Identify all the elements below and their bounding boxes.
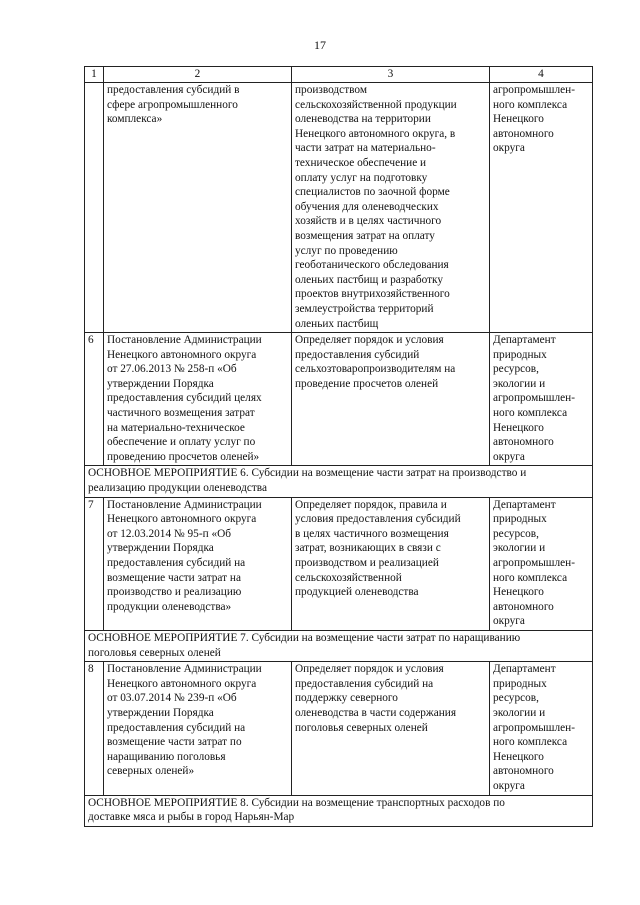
row-number-cell: [85, 83, 104, 333]
header-col-4: 4: [490, 67, 593, 83]
document-cell: предоставления субсидий в сфере агропромышленного комплекса»: [104, 83, 292, 333]
table-row-8: [85, 662, 593, 795]
header-col-2: 2: [104, 67, 292, 83]
measure-8-row: [85, 795, 593, 826]
document-cell: Постановление Администрации Ненецкого автономного округа от 12.03.2014 № 95-п «Об утверждении Порядка предоставления субсидий на возмещение части затрат на производство и реализацию продукции оленеводства»: [104, 497, 292, 630]
row-number-cell: 6: [85, 333, 104, 466]
table-row-continued: [85, 83, 593, 333]
table-row-6: [85, 333, 593, 466]
document-cell: Постановление Администрации Ненецкого автономного округа от 27.06.2013 № 258-п «Об утверждении Порядка предоставления субсидий целях частичного возмещения затрат на материально-техническое обеспечение и оплату услуг по проведению просчетов оленей»: [104, 333, 292, 466]
measure-7-row: [85, 630, 593, 661]
table-row-7: [85, 497, 593, 630]
table-header-row: [85, 67, 593, 83]
row-number-cell: 8: [85, 662, 104, 795]
responsible-cell: Департамент природных ресурсов, экологии и агропромышлен- ного комплекса Ненецкого автономного округа: [490, 333, 593, 466]
responsible-cell: агропромышлен- ного комплекса Ненецкого автономного округа: [490, 83, 593, 333]
responsible-cell: Департамент природных ресурсов, экологии и агропромышлен- ного комплекса Ненецкого автономного округа: [490, 662, 593, 795]
page-number: 17: [314, 38, 326, 52]
header-col-3: 3: [292, 67, 490, 83]
description-cell: Определяет порядок и условия предоставления субсидий сельхозтоваропроизводителям на проведение просчетов оленей: [292, 333, 490, 466]
measure-8-heading: ОСНОВНОЕ МЕРОПРИЯТИЕ 8. Субсидии на возмещение транспортных расходов по доставке мяса и рыбы в город Нарьян-Мар: [85, 795, 593, 826]
measures-table: [84, 66, 593, 827]
document-cell: Постановление Администрации Ненецкого автономного округа от 03.07.2014 № 239-п «Об утверждении Порядка предоставления субсидий на возмещение части затрат по наращиванию поголовья северных оленей»: [104, 662, 292, 795]
responsible-cell: Департамент природных ресурсов, экологии и агропромышлен- ного комплекса Ненецкого автономного округа: [490, 497, 593, 630]
description-cell: Определяет порядок, правила и условия предоставления субсидий в целях частичного возмещения затрат, возникающих в связи с производством и реализацией сельскохозяйственной продукцией оленеводства: [292, 497, 490, 630]
header-col-1: 1: [85, 67, 104, 83]
description-cell: Определяет порядок и условия предоставления субсидий на поддержку северного оленеводства в части содержания поголовья северных оленей: [292, 662, 490, 795]
measure-6-row: [85, 466, 593, 497]
description-cell: производством сельскохозяйственной продукции оленеводства на территории Ненецкого автономного округа, в части затрат на материально- техническое обеспечение и оплату услуг на подготовку специалистов по заочной форме обучения для оленеводческих хозяйств и в целях частичного возмещения затрат на оплату услуг по проведению геоботанического обследования оленьих пастбищ и разработку проектов внутрихозяйственного землеустройства территорий оленьих пастбищ: [292, 83, 490, 333]
measure-6-heading: ОСНОВНОЕ МЕРОПРИЯТИЕ 6. Субсидии на возмещение части затрат на производство и реализацию продукции оленеводства: [85, 466, 593, 497]
row-number-cell: 7: [85, 497, 104, 630]
measure-7-heading: ОСНОВНОЕ МЕРОПРИЯТИЕ 7. Субсидии на возмещение части затрат по наращиванию поголовья северных оленей: [85, 630, 593, 661]
